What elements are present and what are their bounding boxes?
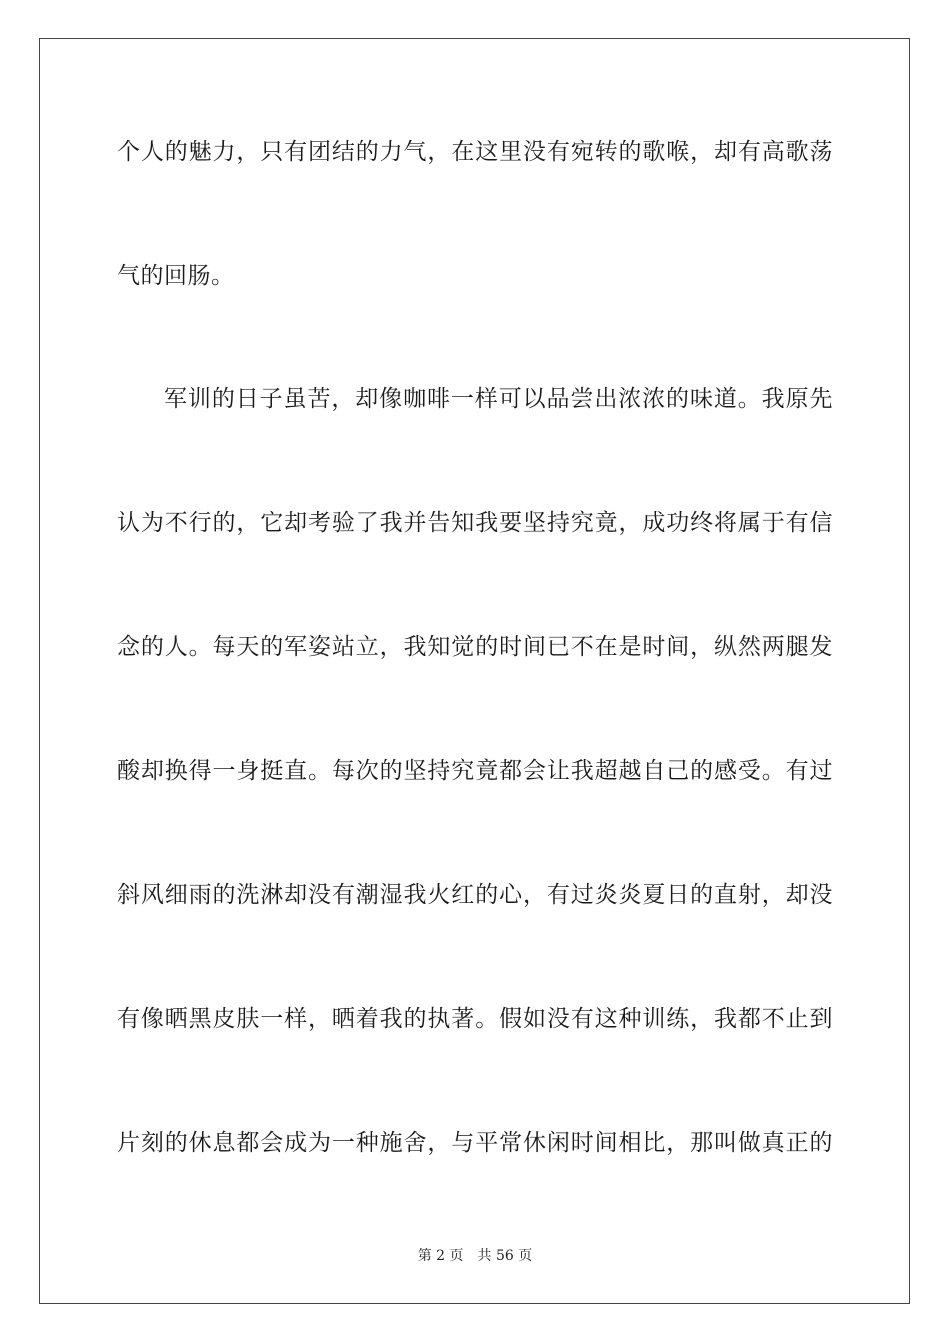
page-total: 共 56 页: [477, 1248, 533, 1264]
text-line: 斜风细雨的洗淋却没有潮湿我火红的心，有过炎炎夏日的直射，却没: [117, 882, 833, 908]
page-border: [39, 38, 910, 1304]
page-number: 第 2 页: [417, 1248, 464, 1264]
text-line: 个人的魅力，只有团结的力气，在这里没有宛转的歌喉，却有高歌荡: [117, 139, 833, 165]
text-line: 酸却换得一身挺直。每次的坚持究竟都会让我超越自己的感受。有过: [117, 758, 833, 784]
text-line: 有像晒黑皮肤一样，晒着我的执著。假如没有这种训练，我都不止到: [117, 1006, 833, 1032]
text-line: 军训的日子虽苦，却像咖啡一样可以品尝出浓浓的味道。我原先: [164, 386, 833, 412]
text-line: 认为不行的，它却考验了我并告知我要坚持究竟，成功终将属于有信: [117, 510, 833, 536]
text-line: 念的人。每天的军姿站立，我知觉的时间已不在是时间，纵然两腿发: [117, 634, 833, 660]
text-line: 气的回肠。: [117, 263, 235, 289]
text-line: 片刻的休息都会成为一种施舍，与平常休闲时间相比，那叫做真正的: [117, 1130, 833, 1156]
page-footer: [0, 1247, 950, 1265]
